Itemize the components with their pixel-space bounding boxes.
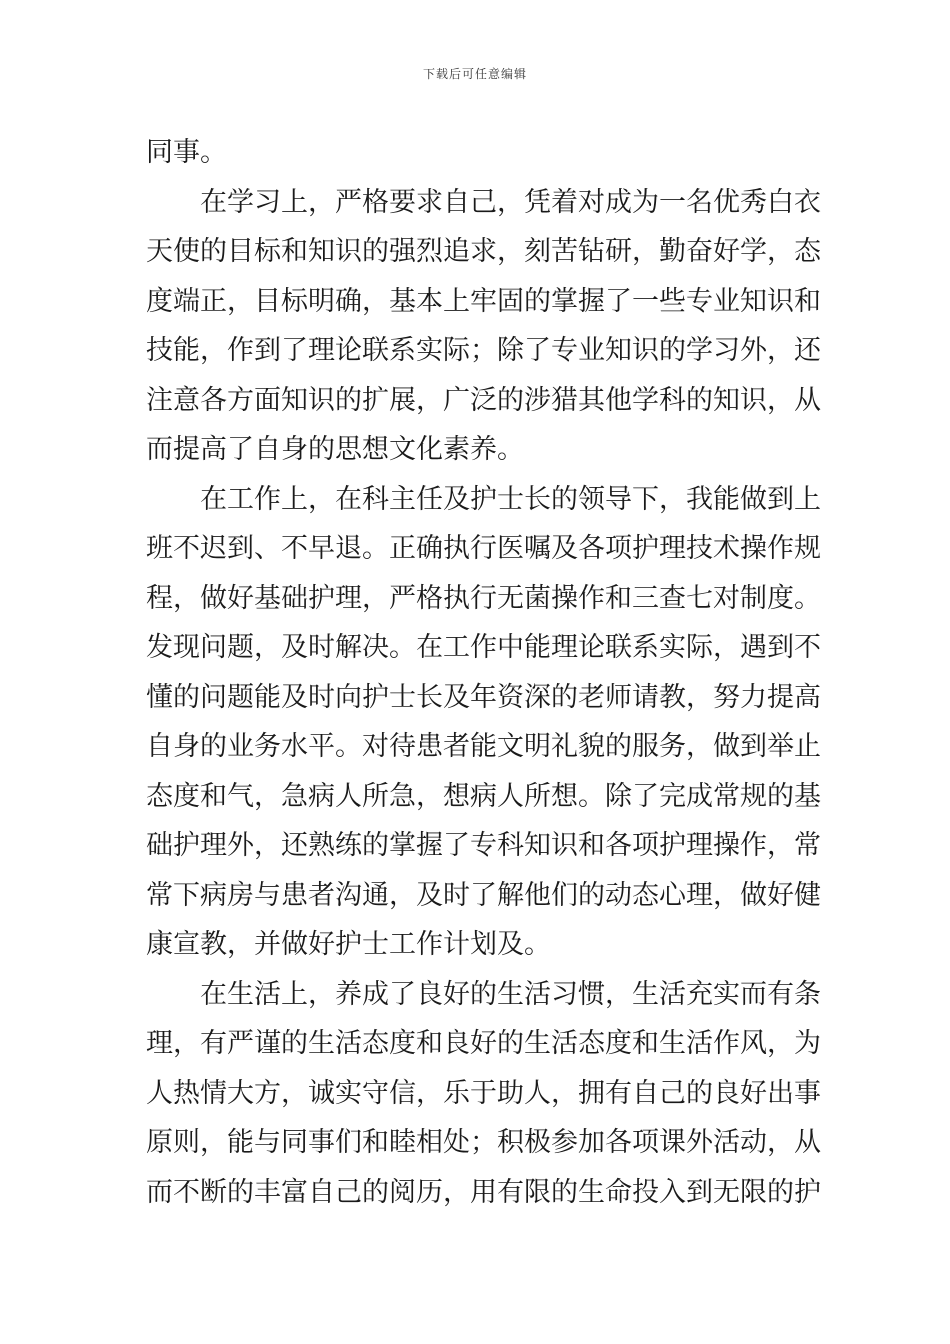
- text-line: 懂的问题能及时向护士长及年资深的老师请教，努力提高: [146, 681, 821, 713]
- text-line: 人热情大方，诚实守信，乐于助人，拥有自己的良好出事: [146, 1077, 821, 1109]
- text-line: 态度和气，急病人所急，想病人所想。除了完成常规的基: [146, 780, 821, 812]
- text-line: 注意各方面知识的扩展，广泛的涉猎其他学科的知识，从: [146, 384, 821, 416]
- text-line: 程，做好基础护理，严格执行无菌操作和三查七对制度。: [146, 582, 821, 614]
- page-header: 下载后可任意编辑: [422, 67, 527, 81]
- text-line: 同事。: [146, 137, 227, 168]
- paragraph-first-line: 在学习上，严格要求自己，凭着对成为一名优秀白衣: [200, 186, 821, 218]
- text-line: 技能，作到了理论联系实际；除了专业知识的学习外，还: [146, 335, 821, 366]
- text-line: 天使的目标和知识的强烈追求，刻苦钻研，勤奋好学，态: [146, 236, 821, 267]
- text-line: 而不断的丰富自己的阅历，用有限的生命投入到无限的护: [146, 1176, 821, 1208]
- text-line: 发现问题，及时解决。在工作中能理论联系实际，遇到不: [146, 632, 821, 663]
- text-line: 础护理外，还熟练的掌握了专科知识和各项护理操作，常: [146, 830, 821, 861]
- text-line: 自身的业务水平。对待患者能文明礼貌的服务，做到举止: [146, 731, 821, 762]
- text-line: 原则，能与同事们和睦相处；积极参加各项课外活动，从: [146, 1127, 821, 1158]
- text-line: 理，有严谨的生活态度和良好的生活态度和生活作风，为: [146, 1028, 821, 1059]
- text-line: 康宣教，并做好护士工作计划及。: [146, 929, 551, 960]
- document-body: [146, 128, 821, 1217]
- paragraph-first-line: 在生活上，养成了良好的生活习惯，生活充实而有条: [200, 978, 821, 1010]
- text-line: 而提高了自身的思想文化素养。: [146, 434, 524, 465]
- text-line: 常下病房与患者沟通，及时了解他们的动态心理，做好健: [146, 879, 821, 911]
- text-line: 度端正，目标明确，基本上牢固的掌握了一些专业知识和: [146, 285, 821, 317]
- paragraph-first-line: 在工作上，在科主任及护士长的领导下，我能做到上: [200, 483, 821, 515]
- text-line: 班不迟到、不早退。正确执行医嘱及各项护理技术操作规: [146, 533, 821, 564]
